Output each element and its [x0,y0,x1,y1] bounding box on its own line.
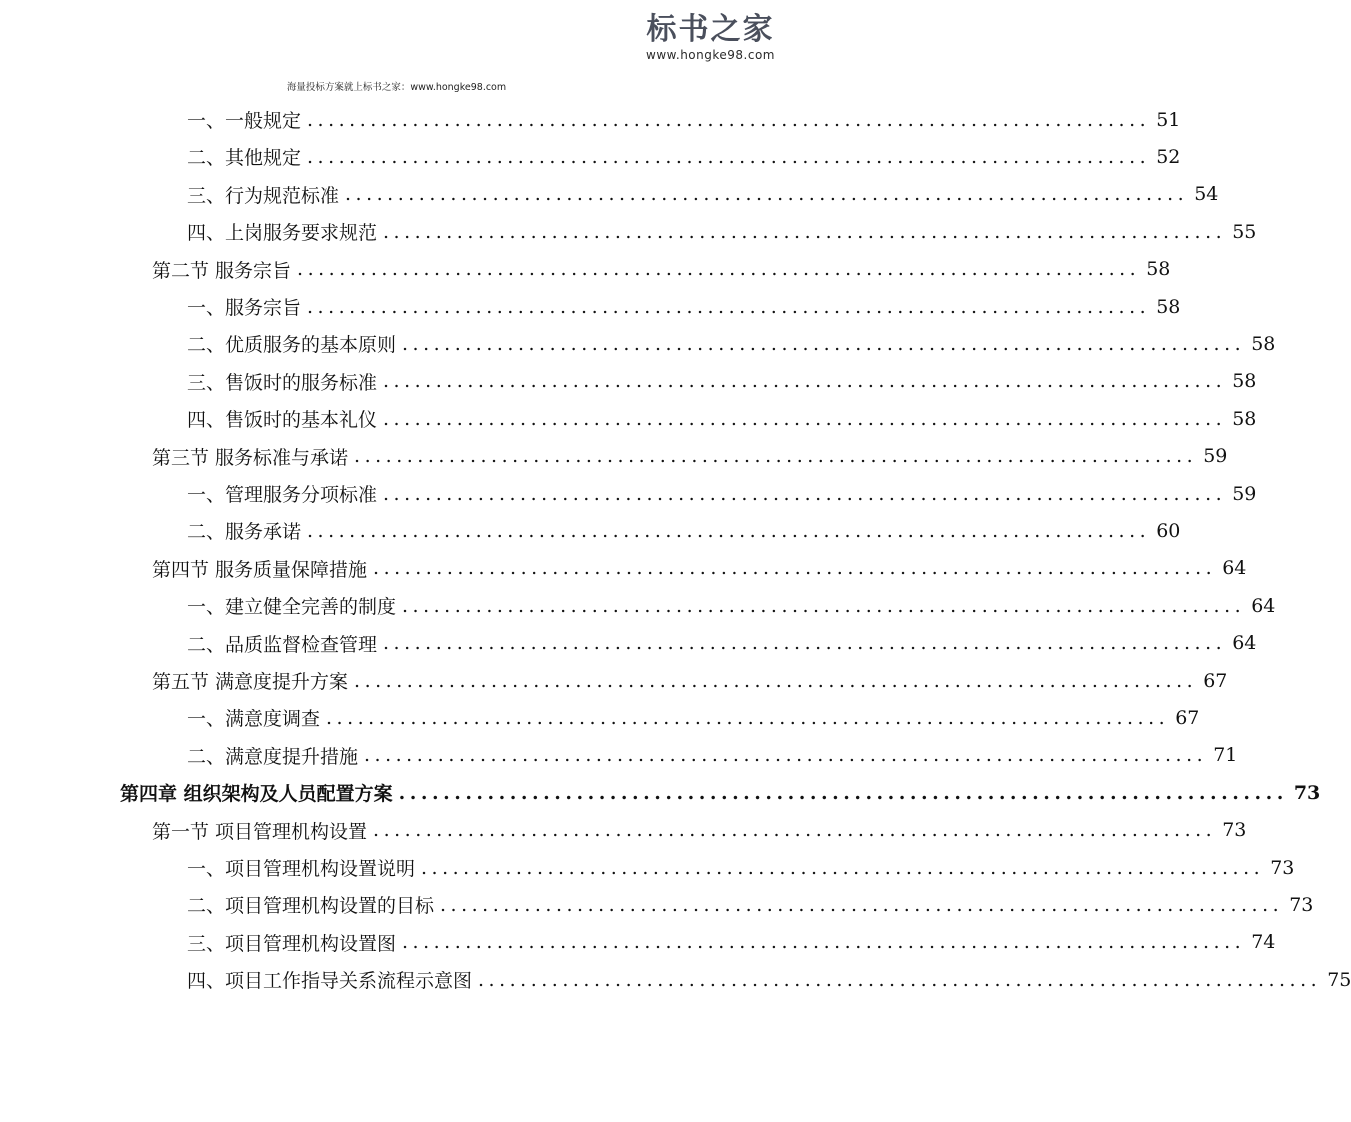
toc-leader-dots: ................................................................................ [402,931,1246,954]
logo-brand: 标书之家 [646,12,775,47]
toc-entry-title: 第四章 组织架构及人员配置方案 [120,783,393,806]
toc-entry-page: 64 [1251,594,1276,617]
toc-entry-page: 64 [1232,632,1257,655]
toc-entry[interactable] [187,138,1181,175]
toc-entry-page: 55 [1232,220,1257,243]
toc-entry-page: 59 [1232,482,1257,505]
toc-leader-dots: ................................................................................ [402,594,1246,617]
toc-entry[interactable] [152,550,1247,587]
toc-entry-title: 一、项目管理机构设置说明 [187,858,416,880]
toc-entry-title: 二、其他规定 [187,147,302,170]
toc-entry-title: 二、服务承诺 [187,521,302,544]
toc-entry-page: 64 [1222,557,1247,580]
toc-entry-title: 第一节 项目管理机构设置 [152,820,368,843]
toc-entry-title: 三、行为规范标准 [187,184,340,207]
toc-entry[interactable] [120,774,1321,811]
toc-entry[interactable] [187,325,1276,362]
toc-entry-page: 58 [1232,407,1257,430]
toc-entry-page: 74 [1251,931,1276,954]
toc-entry[interactable] [187,101,1181,138]
toc-entry[interactable] [187,363,1257,400]
toc-entry-title: 二、项目管理机构设置的目标 [187,895,435,918]
toc-leader-dots: ................................................................................ [307,519,1151,542]
header-note: 海量投标方案就上标书之家：www.hongke98.com [286,82,507,93]
toc-entry[interactable] [152,438,1228,475]
toc-leader-dots: ................................................................................ [345,183,1189,206]
toc-leader-dots: ................................................................................ [373,819,1217,842]
toc-entry[interactable] [187,849,1295,886]
toc-entry-page: 52 [1156,145,1181,168]
toc-entry[interactable] [187,961,1351,998]
toc-leader-dots: ................................................................................ [383,482,1227,505]
toc-entry-page: 60 [1156,519,1181,542]
toc-entry[interactable] [187,213,1257,250]
toc-entry-page: 58 [1251,332,1276,355]
toc-entry-page: 58 [1156,295,1181,318]
toc-leader-dots: ................................................................................ [307,145,1151,168]
toc-entry-title: 第五节 满意度提升方案 [152,671,349,693]
toc-entry[interactable] [187,924,1276,961]
toc-entry-title: 四、上岗服务要求规范 [187,222,378,245]
toc-entry[interactable] [187,737,1238,774]
toc-entry-title: 三、售饭时的服务标准 [187,371,378,394]
toc-entry-title: 二、满意度提升措施 [187,745,359,768]
toc-leader-dots: ................................................................................ [383,370,1227,393]
toc-leader-dots: ................................................................................ [307,108,1151,131]
toc-leader-dots: ................................................................................ [364,744,1208,767]
toc-leader-dots: ................................................................................ [354,669,1198,692]
toc-entry-page: 73 [1293,781,1321,804]
toc-leader-dots: ................................................................................ [383,632,1227,655]
toc-entry-page: 58 [1232,370,1257,393]
toc-entry-page: 73 [1289,893,1314,916]
toc-entry[interactable] [187,176,1219,213]
toc-leader-dots: ................................................................................ [354,445,1198,468]
toc-entry-page: 59 [1203,445,1228,468]
toc-leader-dots: ................................................................................ [307,295,1151,318]
toc-entry-title: 四、项目工作指导关系流程示意图 [187,970,473,993]
toc-entry[interactable] [187,625,1257,662]
toc-entry-page: 73 [1270,856,1295,879]
toc-entry-title: 一、服务宗旨 [187,297,302,319]
toc-entry-title: 一、管理服务分项标准 [187,484,378,506]
site-logo [646,14,775,62]
toc-entry-page: 67 [1175,706,1200,729]
toc-entry[interactable] [187,400,1257,437]
toc-entry-page: 67 [1203,669,1228,692]
toc-entry[interactable] [187,288,1181,325]
toc-entry[interactable] [187,699,1200,736]
toc-entry-title: 一、满意度调查 [187,708,321,731]
toc-leader-dots: ................................................................................ [373,557,1217,580]
logo-url: www.hongke98.com [646,48,775,62]
toc-leader-dots: ................................................................................ [383,220,1227,243]
toc-entry-title: 第三节 服务标准与承诺 [152,446,349,469]
toc-entry-page: 58 [1146,258,1171,281]
toc-entry-title: 第四节 服务质量保障措施 [152,558,368,581]
toc-entry[interactable] [152,662,1228,699]
toc-entry-title: 一、一般规定 [187,110,302,132]
toc-leader-dots: ................................................................................ [326,706,1170,729]
toc-entry-page: 54 [1194,183,1219,206]
toc-entry[interactable] [187,512,1181,549]
toc-entry-title: 第二节 服务宗旨 [152,259,292,282]
toc-entry[interactable] [187,475,1257,512]
toc-entry-title: 二、优质服务的基本原则 [187,334,397,357]
toc-entry-title: 四、售饭时的基本礼仪 [187,409,378,432]
toc-entry-page: 73 [1222,819,1247,842]
toc-entry-page: 51 [1156,108,1181,131]
toc-entry[interactable] [152,251,1171,288]
toc-entry-page: 75 [1327,968,1351,991]
toc-entry-title: 三、项目管理机构设置图 [187,932,397,955]
toc-entry-page: 71 [1213,744,1238,767]
toc-leader-dots: ................................................................................ [421,856,1265,879]
toc-leader-dots: ................................................................................ [398,781,1288,804]
toc-entry-title: 二、品质监督检查管理 [187,633,378,656]
toc-leader-dots: ................................................................................ [478,968,1322,991]
toc-entry[interactable] [152,812,1247,849]
toc-entry[interactable] [187,587,1276,624]
toc-leader-dots: ................................................................................ [402,332,1246,355]
toc-entry-title: 一、建立健全完善的制度 [187,596,397,619]
toc-leader-dots: ................................................................................ [297,258,1141,281]
toc-leader-dots: ................................................................................ [383,407,1227,430]
toc-entry[interactable] [187,886,1314,923]
toc-leader-dots: ................................................................................ [440,893,1284,916]
